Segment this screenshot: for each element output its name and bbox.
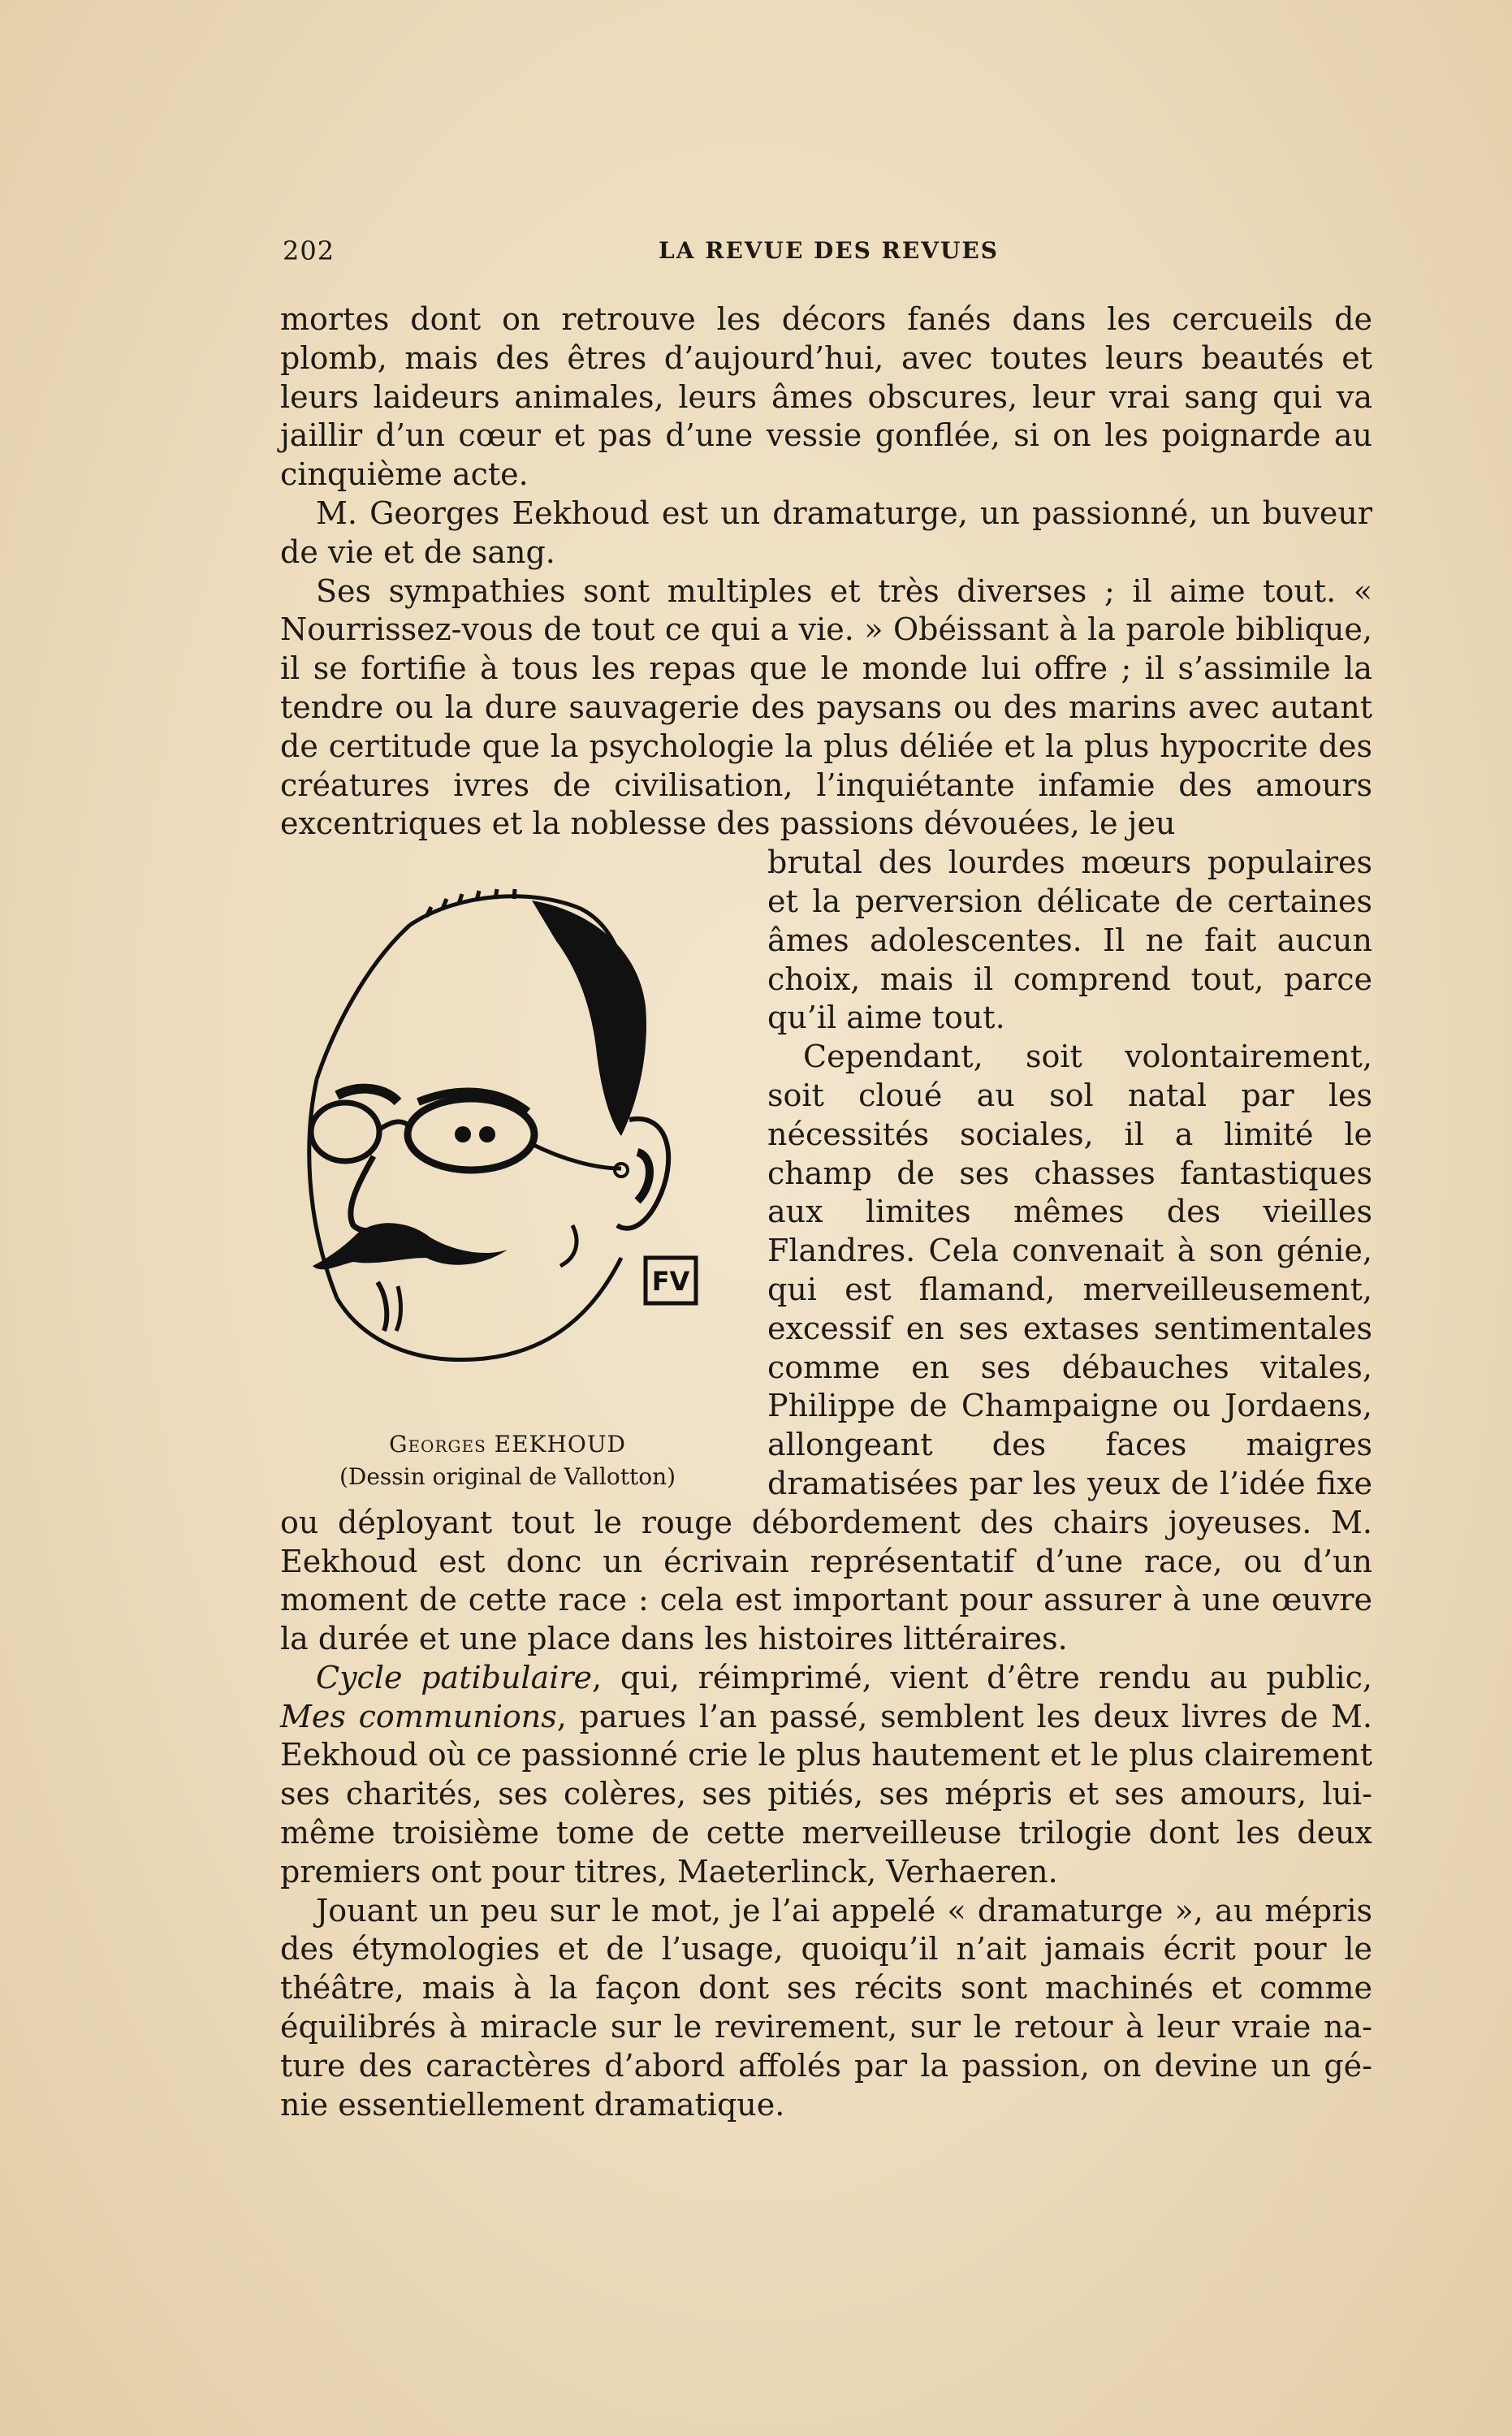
paragraph-5-rest: , parues l’an passé, semblent les deux livres de M. Eekhoud où ce passionné crie le plus hautement et le plus clairement ses charités, ses colères, ses pitiés, ses mépris et ses amours, lui-même troisième tome de cette merveilleuse trilogie dont les deux premiers ont pour titres, Maeterlinck, Verhaeren. [280,1698,1372,1890]
paragraph-4: Cependant, soit volontairement, soit cloué au sol natal par les nécessités sociales, il a limité le champ de ses chasses fantastiques aux limites mêmes des vieilles Flandres. Cela convenait à son génie, qui est flamand, merveilleusement, excessif en ses extases sentimentales comme en ses débauches vitales, Philippe de Champaigne ou Jordaens, allongeant des faces maigres dramatisées par les yeux de l’idée fixe ou déployant tout le rouge débordement des chairs joyeuses. M. Eekhoud est donc un écrivain représentatif d’une race, ou d’un moment de cette race : cela est important pour assurer à une œuvre la durée et une place dans les histoires littéraires. [280,1039,1372,1657]
figure-caption-name: Georges EEKHOUD [389,1431,626,1458]
portrait-figure [280,844,735,1493]
paragraph-5 [280,1659,1372,1892]
page-number: 202 [283,235,335,266]
paragraph-3-continued: brutal des lourdes mœurs populaires et la perversion délicate de certaines âmes adolescentes. Il ne fait aucun choix, mais il comprend tout, parce qu’il aime tout. [767,844,1372,1036]
paragraph-6: Jouant un peu sur le mot, je l’ai appelé « dramaturge », au mépris des étymologies et de l’usage, quoiqu’il n’ait jamais écrit pour le théâtre, mais à la façon dont ses récits sont machinés et comme équilibrés à miracle sur le revirement, sur le retour à leur vraie nature des caractères d’abord affolés par la passion, on devine un génie essentiellement dramatique. [280,1892,1372,2123]
journal-title: LA REVUE DES REVUES [659,237,999,264]
paragraph-1: mortes dont on retrouve les décors fanés dans les cercueils de plomb, mais des êtres d’aujourd’hui, avec toutes leurs beautés et leurs laideurs animales, leurs âmes obscures, leur vrai sang qui va jaillir d’un cœur et pas d’une vessie gonflée, si on les poignarde au cinquième acte. [280,301,1372,493]
figure-caption-credit: (Dessin original de Vallotton) [339,1463,676,1491]
portrait-drawing [288,876,727,1396]
article-body [280,300,1372,2124]
running-head [283,235,1375,268]
artist-monogram: FV [651,1266,690,1298]
paragraph-3-start: Ses sympathies sont multiples et très diverses ; il aime tout. « Nourrissez-vous de tout ce qui a vie. » Obéissant à la parole biblique, il se fortifie à tous les repas que le monde lui offre ; il s’assimile la tendre ou la dure sauvagerie des paysans ou des marins avec autant de certitude que la psychologie la plus déliée et la plus hypocrite des créatures ivres de civilisation, l’inquiétante infamie des amours excentriques et la noblesse des passions dévouées, le jeu [280,572,1372,842]
paragraph-2: M. Georges Eekhoud est un dramaturge, un passionné, un buveur de vie et de sang. [280,495,1372,570]
book-title-cycle-patibulaire: Cycle patibulaire [316,1659,593,1695]
book-title-mes-communions: Mes communions [280,1698,557,1734]
paragraph-5-mid: , qui, réimprimé, vient d’être rendu au public, [592,1659,1373,1695]
